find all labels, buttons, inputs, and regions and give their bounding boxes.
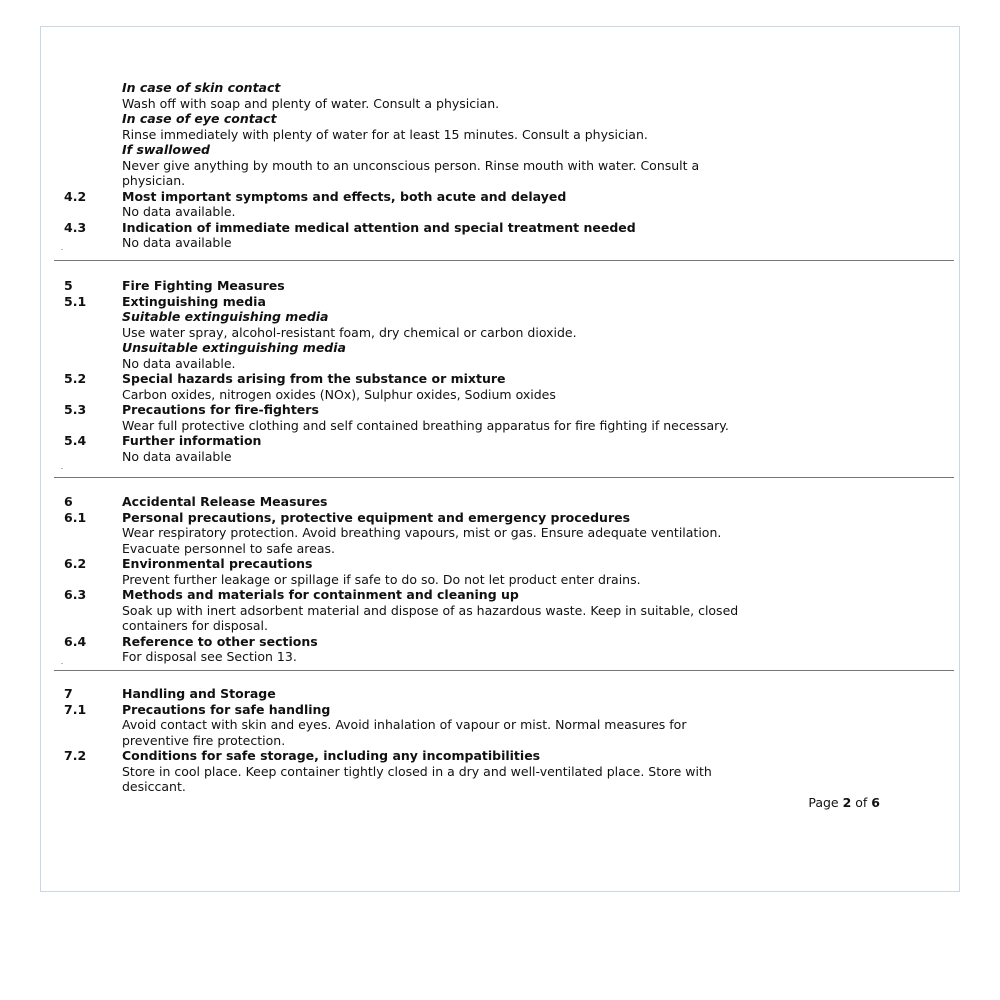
section-title-4-2: Most important symptoms and effects, both acute and delayed — [122, 188, 567, 204]
section-title-6-4: Reference to other sections — [122, 633, 318, 649]
swallowed-text-line1: Never give anything by mouth to an unconscious person. Rinse mouth with water. Consult a — [122, 157, 700, 173]
total-page-count: 6 — [871, 795, 880, 810]
section-title-5-3: Precautions for fire-fighters — [122, 402, 319, 417]
section-text-4-2: No data available. — [122, 204, 236, 219]
divider-mark — [61, 249, 63, 250]
section-number-6-3: 6.3 — [64, 587, 87, 602]
section-text-7-2-line2: desiccant. — [122, 779, 186, 794]
section-divider — [54, 670, 954, 671]
section-text-6-3-line2: containers for disposal. — [122, 618, 268, 633]
eye-contact-heading: In case of eye contact — [122, 111, 277, 126]
section-title-6-1: Personal precautions, protective equipment and emergency procedures — [122, 509, 631, 525]
unsuitable-media-text: No data available. — [122, 355, 236, 371]
section-text-5-3: Wear full protective clothing and self contained breathing apparatus for fire fighting if necessary. — [122, 417, 729, 433]
section-text-4-3: No data available — [122, 235, 232, 250]
section-title-5-2: Special hazards arising from the substance or mixture — [122, 371, 506, 386]
skin-contact-heading: In case of skin contact — [122, 80, 281, 95]
section-number-4-3: 4.3 — [64, 219, 87, 235]
current-page-number: 2 — [842, 795, 852, 810]
section-title-6-3: Methods and materials for containment and cleaning up — [122, 587, 519, 602]
section-6-accidental-release — [41, 494, 959, 665]
section-number-7-2: 7.2 — [64, 748, 87, 763]
page-label: Page — [808, 795, 843, 810]
suitable-media-text: Use water spray, alcohol-resistant foam, dry chemical or carbon dioxide. — [122, 324, 577, 340]
section-number-6: 6 — [64, 494, 73, 509]
section-4-first-aid — [41, 80, 959, 251]
section-text-5-2: Carbon oxides, nitrogen oxides (NOx), Sulphur oxides, Sodium oxides — [122, 386, 556, 402]
section-text-6-1-line2: Evacuate personnel to safe areas. — [122, 540, 336, 556]
section-text-6-2: Prevent further leakage or spillage if safe to do so. Do not let product enter drains. — [122, 571, 641, 587]
section-text-6-1-line1: Wear respiratory protection. Avoid breathing vapours, mist or gas. Ensure adequate ventilation. — [122, 525, 722, 540]
section-text-6-4: For disposal see Section 13. — [122, 649, 297, 664]
section-number-6-2: 6.2 — [64, 556, 87, 571]
section-number-5-1: 5.1 — [64, 293, 87, 309]
section-title-5: Fire Fighting Measures — [122, 278, 285, 293]
section-text-5-4: No data available — [122, 448, 232, 464]
section-title-4-3: Indication of immediate medical attention and special treatment needed — [122, 219, 636, 235]
section-number-7-1: 7.1 — [64, 701, 87, 717]
divider-mark — [61, 663, 63, 664]
section-text-7-1-line2: preventive fire protection. — [122, 732, 286, 748]
of-label: of — [851, 795, 872, 810]
section-5-fire-fighting — [41, 278, 959, 464]
section-title-5-4: Further information — [122, 433, 262, 448]
section-title-7: Handling and Storage — [122, 686, 276, 701]
section-title-7-1: Precautions for safe handling — [122, 701, 331, 717]
swallowed-heading: If swallowed — [122, 142, 210, 157]
section-number-4-2: 4.2 — [64, 188, 87, 204]
section-text-7-1-line1: Avoid contact with skin and eyes. Avoid inhalation of vapour or mist. Normal measures for — [122, 717, 687, 732]
suitable-media-heading: Suitable extinguishing media — [122, 309, 329, 324]
section-title-7-2: Conditions for safe storage, including any incompatibilities — [122, 748, 541, 763]
section-number-5-4: 5.4 — [64, 433, 87, 448]
swallowed-text-line2: physician. — [122, 173, 186, 188]
section-number-6-4: 6.4 — [64, 633, 87, 649]
unsuitable-media-heading: Unsuitable extinguishing media — [122, 340, 346, 355]
section-number-5: 5 — [64, 278, 73, 293]
page-number-footer — [808, 795, 880, 811]
document-page — [40, 26, 960, 892]
section-title-6: Accidental Release Measures — [122, 494, 328, 509]
section-divider — [54, 477, 954, 478]
eye-contact-text: Rinse immediately with plenty of water for at least 15 minutes. Consult a physician. — [122, 126, 648, 142]
skin-contact-text: Wash off with soap and plenty of water. Consult a physician. — [122, 95, 500, 111]
section-number-5-2: 5.2 — [64, 371, 87, 386]
section-title-6-2: Environmental precautions — [122, 556, 313, 571]
section-title-5-1: Extinguishing media — [122, 293, 266, 309]
divider-mark — [61, 468, 63, 469]
section-number-7: 7 — [64, 686, 73, 701]
section-text-7-2-line1: Store in cool place. Keep container tightly closed in a dry and well-ventilated place. Store with — [122, 763, 712, 779]
section-divider — [54, 260, 954, 261]
section-text-6-3-line1: Soak up with inert adsorbent material and dispose of as hazardous waste. Keep in suitable, closed — [122, 602, 739, 618]
section-number-5-3: 5.3 — [64, 402, 87, 417]
section-number-6-1: 6.1 — [64, 509, 87, 525]
section-7-handling-storage — [41, 686, 959, 795]
